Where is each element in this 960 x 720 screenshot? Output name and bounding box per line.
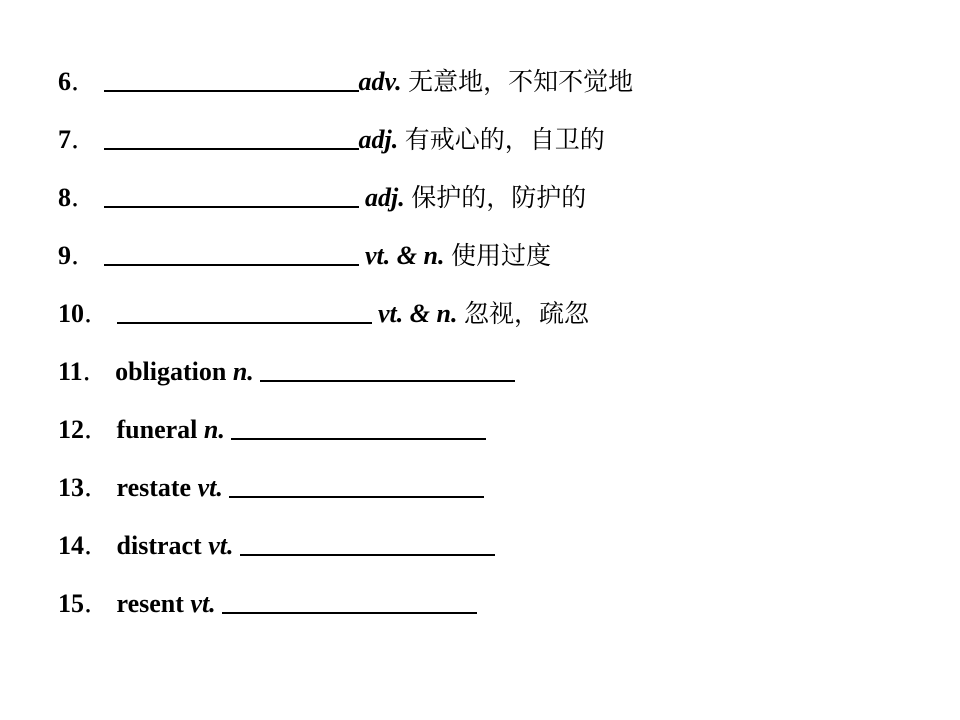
answer-blank[interactable] [240,530,495,556]
item-separator: ． [84,299,111,328]
answer-blank[interactable] [104,124,359,150]
exercise-item-14 [58,526,495,566]
item-number: 10 [58,299,84,328]
answer-blank[interactable] [231,414,486,440]
english-word: funeral [116,415,198,444]
item-separator: ． [82,357,109,386]
exercise-item-9 [58,236,551,276]
exercise-item-7 [58,120,605,160]
chinese-meaning: 有戒心的，自卫的 [404,125,605,154]
part-of-speech: adj. [365,183,405,212]
item-separator: ． [84,473,111,502]
part-of-speech: n. [203,415,225,444]
english-word: resent [116,589,184,618]
item-number: 9 [58,241,71,270]
exercise-item-15 [58,584,477,624]
part-of-speech: vt. & n. [378,299,458,328]
chinese-meaning: 保护的，防护的 [411,183,587,212]
part-of-speech: adv. [358,67,402,96]
answer-blank[interactable] [104,66,359,92]
item-number: 11 [58,357,83,386]
item-separator: ． [71,183,98,212]
chinese-meaning: 使用过度 [450,241,551,270]
exercise-item-10 [58,294,589,334]
english-word: obligation [115,357,227,386]
answer-blank[interactable] [222,588,477,614]
english-word: distract [116,531,202,560]
exercise-item-12 [58,410,486,450]
part-of-speech: adj. [358,125,399,154]
exercise-item-6 [58,62,633,102]
chinese-meaning: 无意地，不知不觉地 [408,67,634,96]
chinese-meaning: 忽视，疏忽 [463,299,589,328]
item-number: 6 [58,67,71,96]
item-number: 8 [58,183,71,212]
answer-blank[interactable] [117,298,372,324]
item-separator: ． [84,415,111,444]
item-number: 12 [58,415,84,444]
item-separator: ． [84,589,111,618]
item-number: 13 [58,473,84,502]
item-separator: ． [71,241,98,270]
part-of-speech: vt. [190,589,216,618]
answer-blank[interactable] [229,472,484,498]
part-of-speech: n. [232,357,254,386]
item-separator: ． [84,531,111,560]
item-number: 14 [58,531,84,560]
english-word: restate [116,473,192,502]
item-number: 15 [58,589,84,618]
part-of-speech: vt. & n. [365,241,445,270]
answer-blank[interactable] [260,356,515,382]
exercise-item-13 [58,468,484,508]
item-separator: ． [71,125,98,154]
item-number: 7 [58,125,71,154]
exercise-item-8 [58,178,586,218]
exercise-item-11 [58,352,515,392]
answer-blank[interactable] [104,240,359,266]
part-of-speech: vt. [197,473,223,502]
answer-blank[interactable] [104,182,359,208]
part-of-speech: vt. [208,531,234,560]
item-separator: ． [71,67,98,96]
